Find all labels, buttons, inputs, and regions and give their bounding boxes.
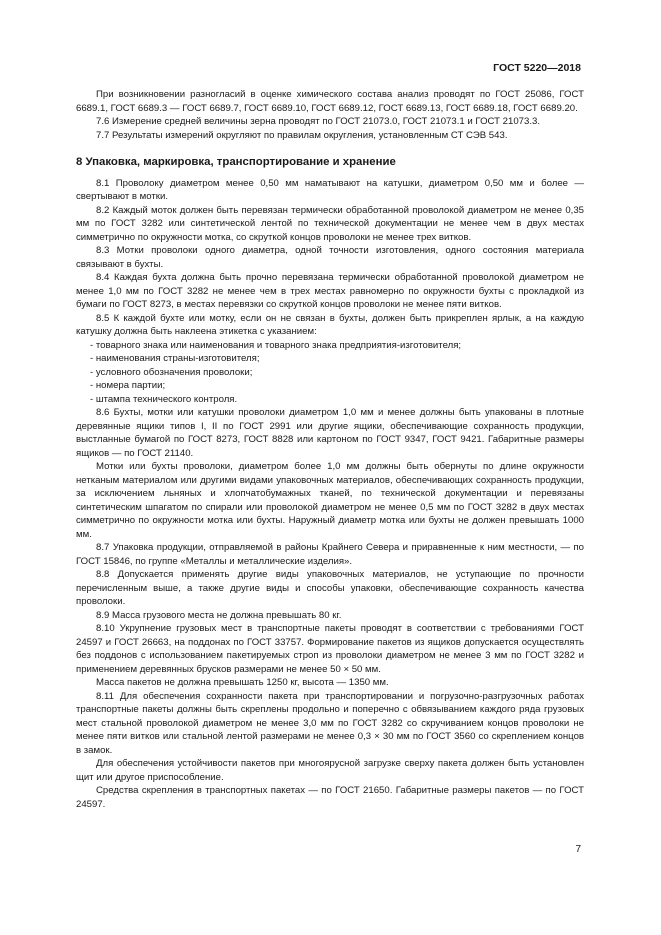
paragraph: 8.8 Допускается применять другие виды упаковочных материалов, не уступающие по прочности перечисленным выше, а также другие виды и способы упаковки, обеспечивающие сохранность качества проволоки. [76,569,584,607]
list-item: - номера партии; [90,380,166,391]
paragraph: 8.5 К каждой бухте или мотку, если он не связан в бухты, должен быть прикреплен ярлык, а на каждую катушку должна быть наклеена этикетка с указанием: [76,312,584,337]
paragraph: 8.9 Масса грузового места не должна превышать 80 кг. [96,609,342,621]
paragraph: 8.2 Каждый моток должен быть перевязан термически обработанной проволокой диаметром не менее 0,35 мм по ГОСТ 3282 или синтетической лентой по технической документации не менее чем в двух местах симметрично по окружности мотка, со скруткой концов проволоки не менее трех витков. [76,204,584,243]
section-heading: 8 Упаковка, маркировка, транспортирование и хранение [76,156,396,168]
paragraph: Средства скрепления в транспортных пакетах — по ГОСТ 21650. Габаритные размеры пакетов — по ГОСТ 24597. [76,785,584,810]
paragraph: 8.6 Бухты, мотки или катушки проволоки диаметром 1,0 мм и менее должны быть упакованы в плотные деревянные ящики типов I, II по ГОСТ 2991 или другие ящики, обеспечивающие сохранность продукции, выстланные бумагой по ГОСТ 8273, ГОСТ 8828 или картоном по ГОСТ 9347, ГОСТ 9421. Габаритные размеры ящиков — по ГОСТ 21140. [76,407,584,459]
paragraph: 8.10 Укрупнение грузовых мест в транспортные пакеты проводят в соответствии с требованиями ГОСТ 24597 и ГОСТ 26663, на поддонах по ГОСТ 33757. Формирование пакетов из ящиков допускается осуществлять без поддонов с использованием пакетируемых строп из проволоки диаметром не менее 3 мм по ГОСТ 3282 и применением деревянных брусков размерами не менее 50 × 50 мм. [76,623,584,675]
paragraph: 8.7 Упаковка продукции, отправляемой в районы Крайнего Севера и приравненные к ним местности, — по ГОСТ 15846, по группе «Металлы и металлические изделия». [76,542,584,567]
page-number: 7 [575,844,581,855]
list-item: - штампа технического контроля. [90,393,238,405]
intro-block [76,88,584,142]
label-requirements-list [76,339,584,407]
paragraph: 8.3 Мотки проволоки одного диаметра, одной точности изготовления, одного состояния материала связывают в бухты. [76,245,584,270]
paragraph: 8.1 Проволоку диаметром менее 0,50 мм наматывают на катушки, диаметром 0,50 мм и более — свертывают в мотки. [76,177,584,202]
list-item: - товарного знака или наименования и товарного знака предприятия-изготовителя; [90,339,462,351]
paragraph: Масса пакетов не должна превышать 1250 кг, высота — 1350 мм. [96,677,389,688]
paragraph: 8.11 Для обеспечения сохранности пакета при транспортировании и погрузочно-разгрузочных работах транспортные пакеты должны быть скреплены продольно и поперечно с обвязыванием каждого ряда грузовых мест стальной проволокой диаметром не менее 3,0 мм по ГОСТ 3282 со скручиванием концов проволоки не менее пяти витков или стальной лентой размерами не менее 0,3 × 30 мм по ГОСТ 3560 со скреплением концов в замок. [76,690,584,756]
paragraph: Для обеспечения устойчивости пакетов при многоярусной загрузке сверху пакета должен быть установлен щит или другое приспособление. [76,758,584,783]
page-content [76,88,584,811]
paragraph: 7.7 Результаты измерений округляют по правилам округления, установленным СТ СЭВ 543. [96,129,508,141]
paragraph: 8.4 Каждая бухта должна быть прочно перевязана термически обработанной проволокой диаметром не менее 1,0 мм по ГОСТ 3282 не менее чем в трех местах равномерно по окружности бухты с прокладкой из бумаги по ГОСТ 8273, в местах перевязки со скруткой концов проволоки не менее пяти витков. [76,272,584,310]
paragraph: При возникновении разногласий в оценке химического состава анализ проводят по ГОСТ 25086, ГОСТ 6689.1, ГОСТ 6689.3 — ГОСТ 6689.7, ГОСТ 6689.10, ГОСТ 6689.12, ГОСТ 6689.13, ГОСТ 6689.18, ГОСТ 6689.20. [76,89,584,114]
section-body [76,177,584,812]
paragraph: Мотки или бухты проволоки, диаметром более 1,0 мм должны быть обернуты по длине окружности нетканым материалом или другими видами упаковочных материалов, обеспечивающих сохранность продукции, за исключением льняных и хлопчатобумажных тканей, по технической документации и перевязаны синтетическим шпагатом по спирали или проволокой диаметром не менее 0,5 мм по ГОСТ 3282 в двух местах симметрично по окружности мотка или бухты. Наружный диаметр мотка или бухты не должен превышать 1000 мм. [76,461,584,540]
paragraph: 7.6 Измерение средней величины зерна проводят по ГОСТ 21073.0, ГОСТ 21073.1 и ГОСТ 21073.3. [96,116,541,127]
list-item: - наименования страны-изготовителя; [90,353,260,364]
standard-header: ГОСТ 5220—2018 [493,62,581,74]
list-item: - условного обозначения проволоки; [90,366,253,378]
